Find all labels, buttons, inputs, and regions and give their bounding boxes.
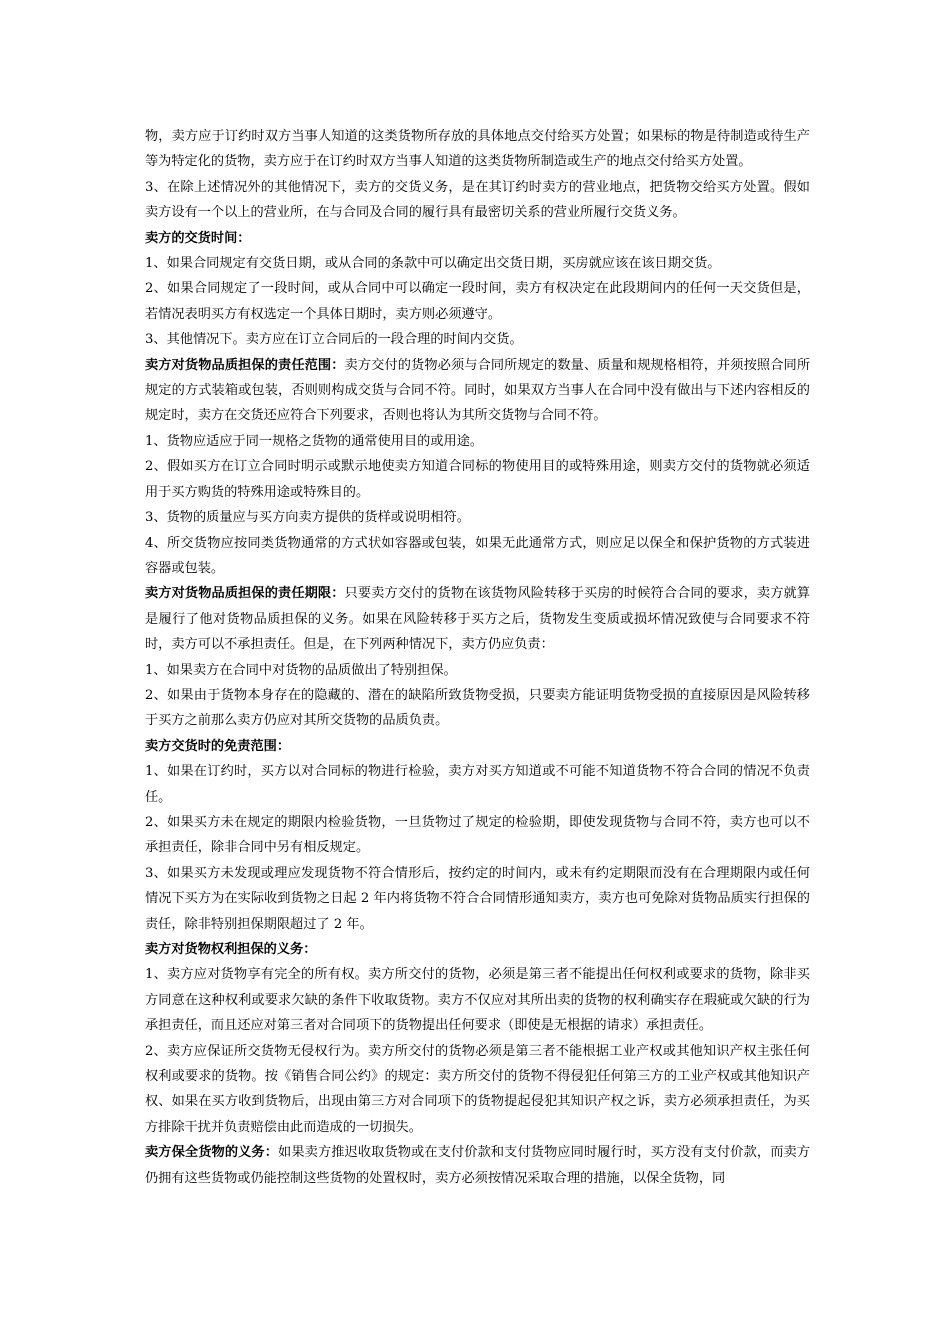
paragraph-text: 4、所交货物应按同类货物通常的方式状如容器或包装，如果无此通常方式，则应足以保全和保护货物的方式装进容器或包装。 (145, 535, 810, 576)
paragraph (145, 327, 810, 352)
paragraph-text: 1、如果卖方在合同中对货物的品质做出了特别担保。 (145, 662, 457, 678)
paragraph-heading: 卖方的交货时间： (145, 230, 251, 246)
paragraph-text: 如果卖方推迟收取货物或在支付价款和支付货物应同时履行时，买方没有支付价款，而卖方仍拥有这些货物或仍能控制这些货物的处置权时，卖方必须按情况采取合理的措施，以保全货物，同 (145, 1145, 811, 1186)
paragraph (145, 810, 810, 861)
paragraph-text: 3、在除上述情况外的其他情况下，卖方的交货义务，是在其订约时卖方的营业地点，把货物交给买方处置。假如卖方设有一个以上的营业所，在与合同及合同的履行具有最密切关系的营业所履行交货义务。 (145, 179, 810, 221)
paragraph (145, 658, 810, 683)
paragraph-heading: 卖方对货物品质担保的责任期限： (145, 586, 345, 602)
paragraph (145, 124, 810, 175)
paragraph-heading: 卖方保全货物的义务： (145, 1145, 279, 1161)
paragraph (145, 353, 810, 429)
paragraph-text: 3、如果买方未发现或理应发现货物不符合情形后，按约定的时间内，或未有约定期限而没有在合理期限内或任何情况下买方为在实际收到货物之日起 2 年内将货物不符合合同情形通知卖方，卖方也可免除对货物品质实行担保的责任，除非特别担保期限超过了 2 年。 (145, 865, 810, 932)
paragraph (145, 175, 810, 226)
paragraph (145, 429, 810, 454)
paragraph-text: 1、卖方应对货物享有完全的所有权。卖方所交付的货物，必须是第三者不能提出任何权利或要求的货物，除非买方同意在这种权利或要求欠缺的条件下收取货物。卖方不仅应对其所出卖的货物的权利确实存在瑕疵或欠缺的行为承担责任，而且还应对第三者对合同项下的货物提出任何要求（即使是无根据的请求）承担责任。 (145, 967, 810, 1034)
paragraph (145, 276, 810, 327)
paragraph (145, 1039, 810, 1141)
paragraph (145, 581, 810, 657)
paragraph-text: 只要卖方交付的货物在该货物风险转移于买房的时候符合合同的要求，卖方就算是履行了他对货物品质担保的义务。如果在风险转移于买方之后，货物发生变质或损坏情况致使与合同要求不符时，卖方可以不承担责任。但是，在下列两种情况下，卖方仍应负责： (145, 586, 811, 653)
section-heading (145, 734, 810, 759)
paragraph (145, 962, 810, 1038)
paragraph-heading: 卖方对货物权利担保的义务： (145, 942, 317, 957)
paragraph (145, 251, 810, 276)
paragraph-text: 3、货物的质量应与买方向卖方提供的货样或说明相符。 (145, 510, 470, 526)
paragraph-text: 1、如果合同规定有交货日期，或从合同的条款中可以确定出交货日期，买房就应该在该日期交货。 (145, 256, 721, 272)
paragraph (145, 683, 810, 734)
paragraph (145, 454, 810, 505)
paragraph-heading: 卖方对货物品质担保的责任范围： (145, 357, 345, 373)
paragraph (145, 759, 810, 810)
paragraph-heading: 卖方交货时的免责范围： (145, 738, 291, 754)
paragraph-text: 2、如果合同规定了一段时间，或从合同中可以确定一段时间，卖方有权决定在此段期间内的任何一天交货但是，若情况表明买方有权选定一个具体日期时，卖方则必须遵守。 (145, 281, 810, 322)
paragraph-text: 1、货物应适应于同一规格之货物的通常使用目的或用途。 (145, 433, 484, 449)
document-body (145, 124, 810, 1191)
section-heading (145, 226, 810, 251)
paragraph (145, 1140, 810, 1191)
paragraph-text: 1、如果在订约时，买方以对合同标的物进行检验，卖方对买方知道或不可能不知道货物不符合合同的情况不负责任。 (145, 764, 810, 805)
paragraph-text: 2、卖方应保证所交货物无侵权行为。卖方所交付的货物必须是第三者不能根据工业产权或其他知识产权主张任何权利或要求的货物。按《销售合同公约》的规定：卖方所交付的货物不得侵犯任何第三方的工业产权或其他知识产权、如果在买方收到货物后，出现由第三方对合同项下的货物提起侵犯其知识产权之诉，卖方必须承担责任，为买方排除干扰并负责赔偿由此而造成的一切损失。 (145, 1043, 810, 1135)
paragraph-text: 3、其他情况下。卖方应在订立合同后的一段合理的时间内交货。 (145, 332, 523, 348)
section-heading (145, 937, 810, 962)
paragraph-text: 2、假如买方在订立合同时明示或默示地使卖方知道合同标的物使用目的或特殊用途，则卖方交付的货物就必须适用于买方购货的特殊用途或特殊目的。 (145, 459, 810, 500)
paragraph-text: 2、如果买方未在规定的期限内检验货物，一旦货物过了规定的检验期，即使发现货物与合同不符，卖方也可以不承担责任，除非合同中另有相反规定。 (145, 814, 810, 856)
paragraph (145, 531, 810, 582)
paragraph (145, 861, 810, 937)
paragraph-text: 2、如果由于货物本身存在的隐藏的、潜在的缺陷所致货物受损，只要卖方能证明货物受损的直接原因是风险转移于买方之前那么卖方仍应对其所交货物的品质负责。 (145, 687, 810, 729)
paragraph-text: 物，卖方应于订约时双方当事人知道的这类货物所存放的具体地点交付给买方处置；如果标的物是待制造或待生产等为特定化的货物，卖方应于在订约时双方当事人知道的这类货物所制造或生产的地点交付给买方处置。 (145, 129, 810, 170)
paragraph-text: 卖方交付的货物必须与合同所规定的数量、质量和规规格相符，并须按照合同所规定的方式装箱或包装，否则则构成交货与合同不符。同时，如果双方当事人在合同中没有做出与下述内容相反的规定时，卖方在交货还应符合下列要求，否则也将认为其所交货物与合同不符。 (145, 357, 811, 424)
paragraph (145, 505, 810, 530)
